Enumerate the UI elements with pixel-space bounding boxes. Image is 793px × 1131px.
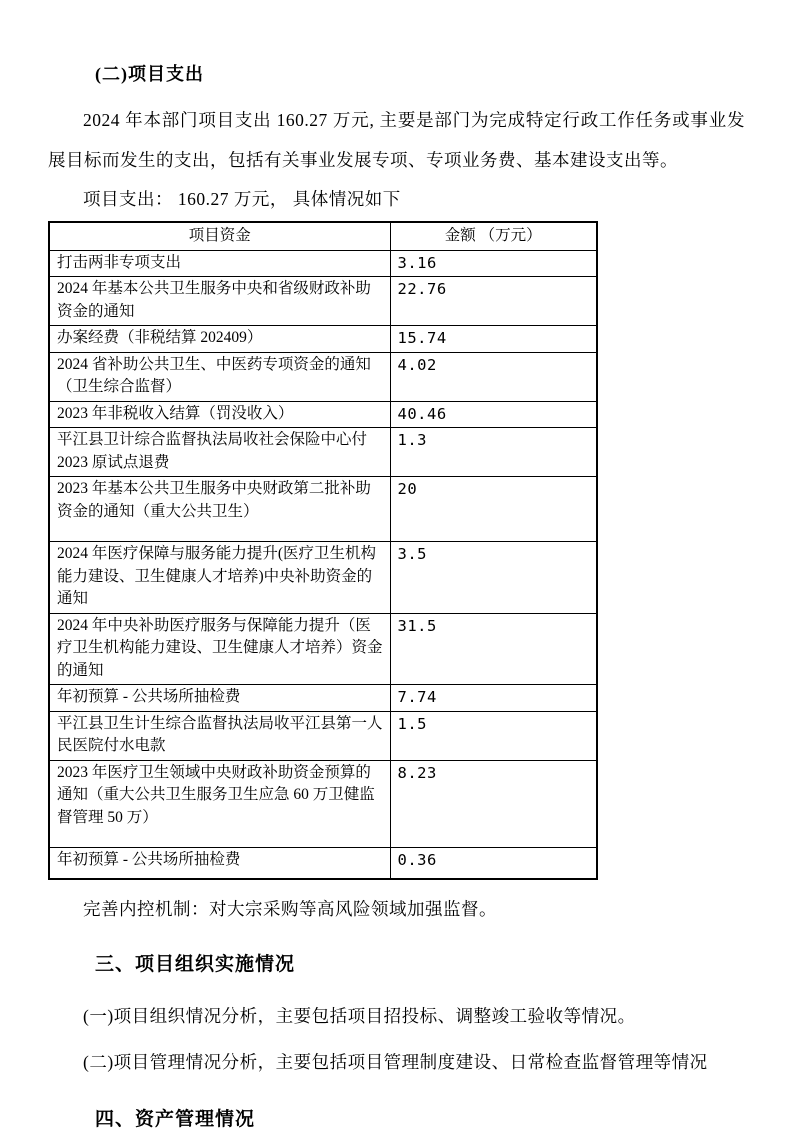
section-heading-asset-management: 四、资产管理情况 — [95, 1108, 256, 1130]
amount-cell: 1.5 — [390, 711, 597, 760]
project-name-cell: 年初预算 - 公共场所抽检费 — [49, 685, 390, 712]
project-name-cell: 办案经费（非税结算 202409） — [49, 326, 390, 353]
para-project-expense-summary: 2024 年本部门项目支出 160.27 万元, 主要是部门为完成特定行政工作任务或事业发展目标而发生的支出，包括有关事业发展专项、专项业务费、基本建设支出等。 — [48, 110, 745, 170]
section-heading-project-expense: (二)项目支出 — [95, 64, 204, 84]
table-row — [49, 250, 597, 277]
para-mgmt-analysis: (二)项目管理情况分析，主要包括项目管理制度建设、日常检查监督管理等情况 — [83, 1051, 708, 1072]
project-name-cell: 年初预算 - 公共场所抽检费 — [49, 848, 390, 879]
table-row — [49, 613, 597, 685]
table-row — [49, 352, 597, 401]
project-name-cell: 2024 省补助公共卫生、中医药专项资金的通知（卫生综合监督） — [49, 352, 390, 401]
header-project-funds: 项目资金 — [49, 222, 390, 250]
table-row — [49, 326, 597, 353]
amount-cell: 22.76 — [390, 277, 597, 326]
table-row — [49, 428, 597, 477]
project-name-cell: 平江县卫生计生综合监督执法局收平江县第一人民医院付水电款 — [49, 711, 390, 760]
table-row — [49, 848, 597, 879]
table-row — [49, 760, 597, 848]
amount-cell: 4.02 — [390, 352, 597, 401]
project-name-cell: 平江县卫计综合监督执法局收社会保险中心付 2023 原试点退费 — [49, 428, 390, 477]
para-project-expense-detail-intro: 项目支出： 160.27 万元， 具体情况如下 — [83, 189, 401, 209]
project-name-cell: 2023 年基本公共卫生服务中央财政第二批补助资金的通知（重大公共卫生） — [49, 477, 390, 542]
amount-cell: 15.74 — [390, 326, 597, 353]
amount-cell: 1.3 — [390, 428, 597, 477]
project-name-cell: 2024 年基本公共卫生服务中央和省级财政补助资金的通知 — [49, 277, 390, 326]
amount-cell: 3.16 — [390, 250, 597, 277]
para-internal-control: 完善内控机制：对大宗采购等高风险领域加强监督。 — [83, 898, 497, 919]
section-heading-project-implementation: 三、项目组织实施情况 — [95, 953, 296, 975]
table-row — [49, 711, 597, 760]
amount-cell: 7.74 — [390, 685, 597, 712]
project-name-cell: 2023 年医疗卫生领域中央财政补助资金预算的通知（重大公共卫生服务卫生应急 60 万卫健监督管理 50 万） — [49, 760, 390, 848]
amount-cell: 3.5 — [390, 542, 597, 614]
amount-cell: 8.23 — [390, 760, 597, 848]
project-name-cell: 2023 年非税收入结算（罚没收入） — [49, 401, 390, 428]
table-row — [49, 477, 597, 542]
project-name-cell: 2024 年中央补助医疗服务与保障能力提升（医疗卫生机构能力建设、卫生健康人才培养）资金的通知 — [49, 613, 390, 685]
table-row — [49, 685, 597, 712]
table-row — [49, 542, 597, 614]
amount-cell: 20 — [390, 477, 597, 542]
header-amount: 金额 （万元） — [390, 222, 597, 250]
table-row — [49, 401, 597, 428]
project-name-cell: 2024 年医疗保障与服务能力提升(医疗卫生机构能力建设、卫生健康人才培养)中央补助资金的通知 — [49, 542, 390, 614]
table-header-row — [49, 222, 597, 250]
project-name-cell: 打击两非专项支出 — [49, 250, 390, 277]
para-org-analysis: (一)项目组织情况分析，主要包括项目招投标、调整竣工验收等情况。 — [83, 1005, 636, 1026]
amount-cell: 31.5 — [390, 613, 597, 685]
table-row — [49, 277, 597, 326]
project-funds-table — [48, 221, 598, 880]
amount-cell: 40.46 — [390, 401, 597, 428]
amount-cell: 0.36 — [390, 848, 597, 879]
